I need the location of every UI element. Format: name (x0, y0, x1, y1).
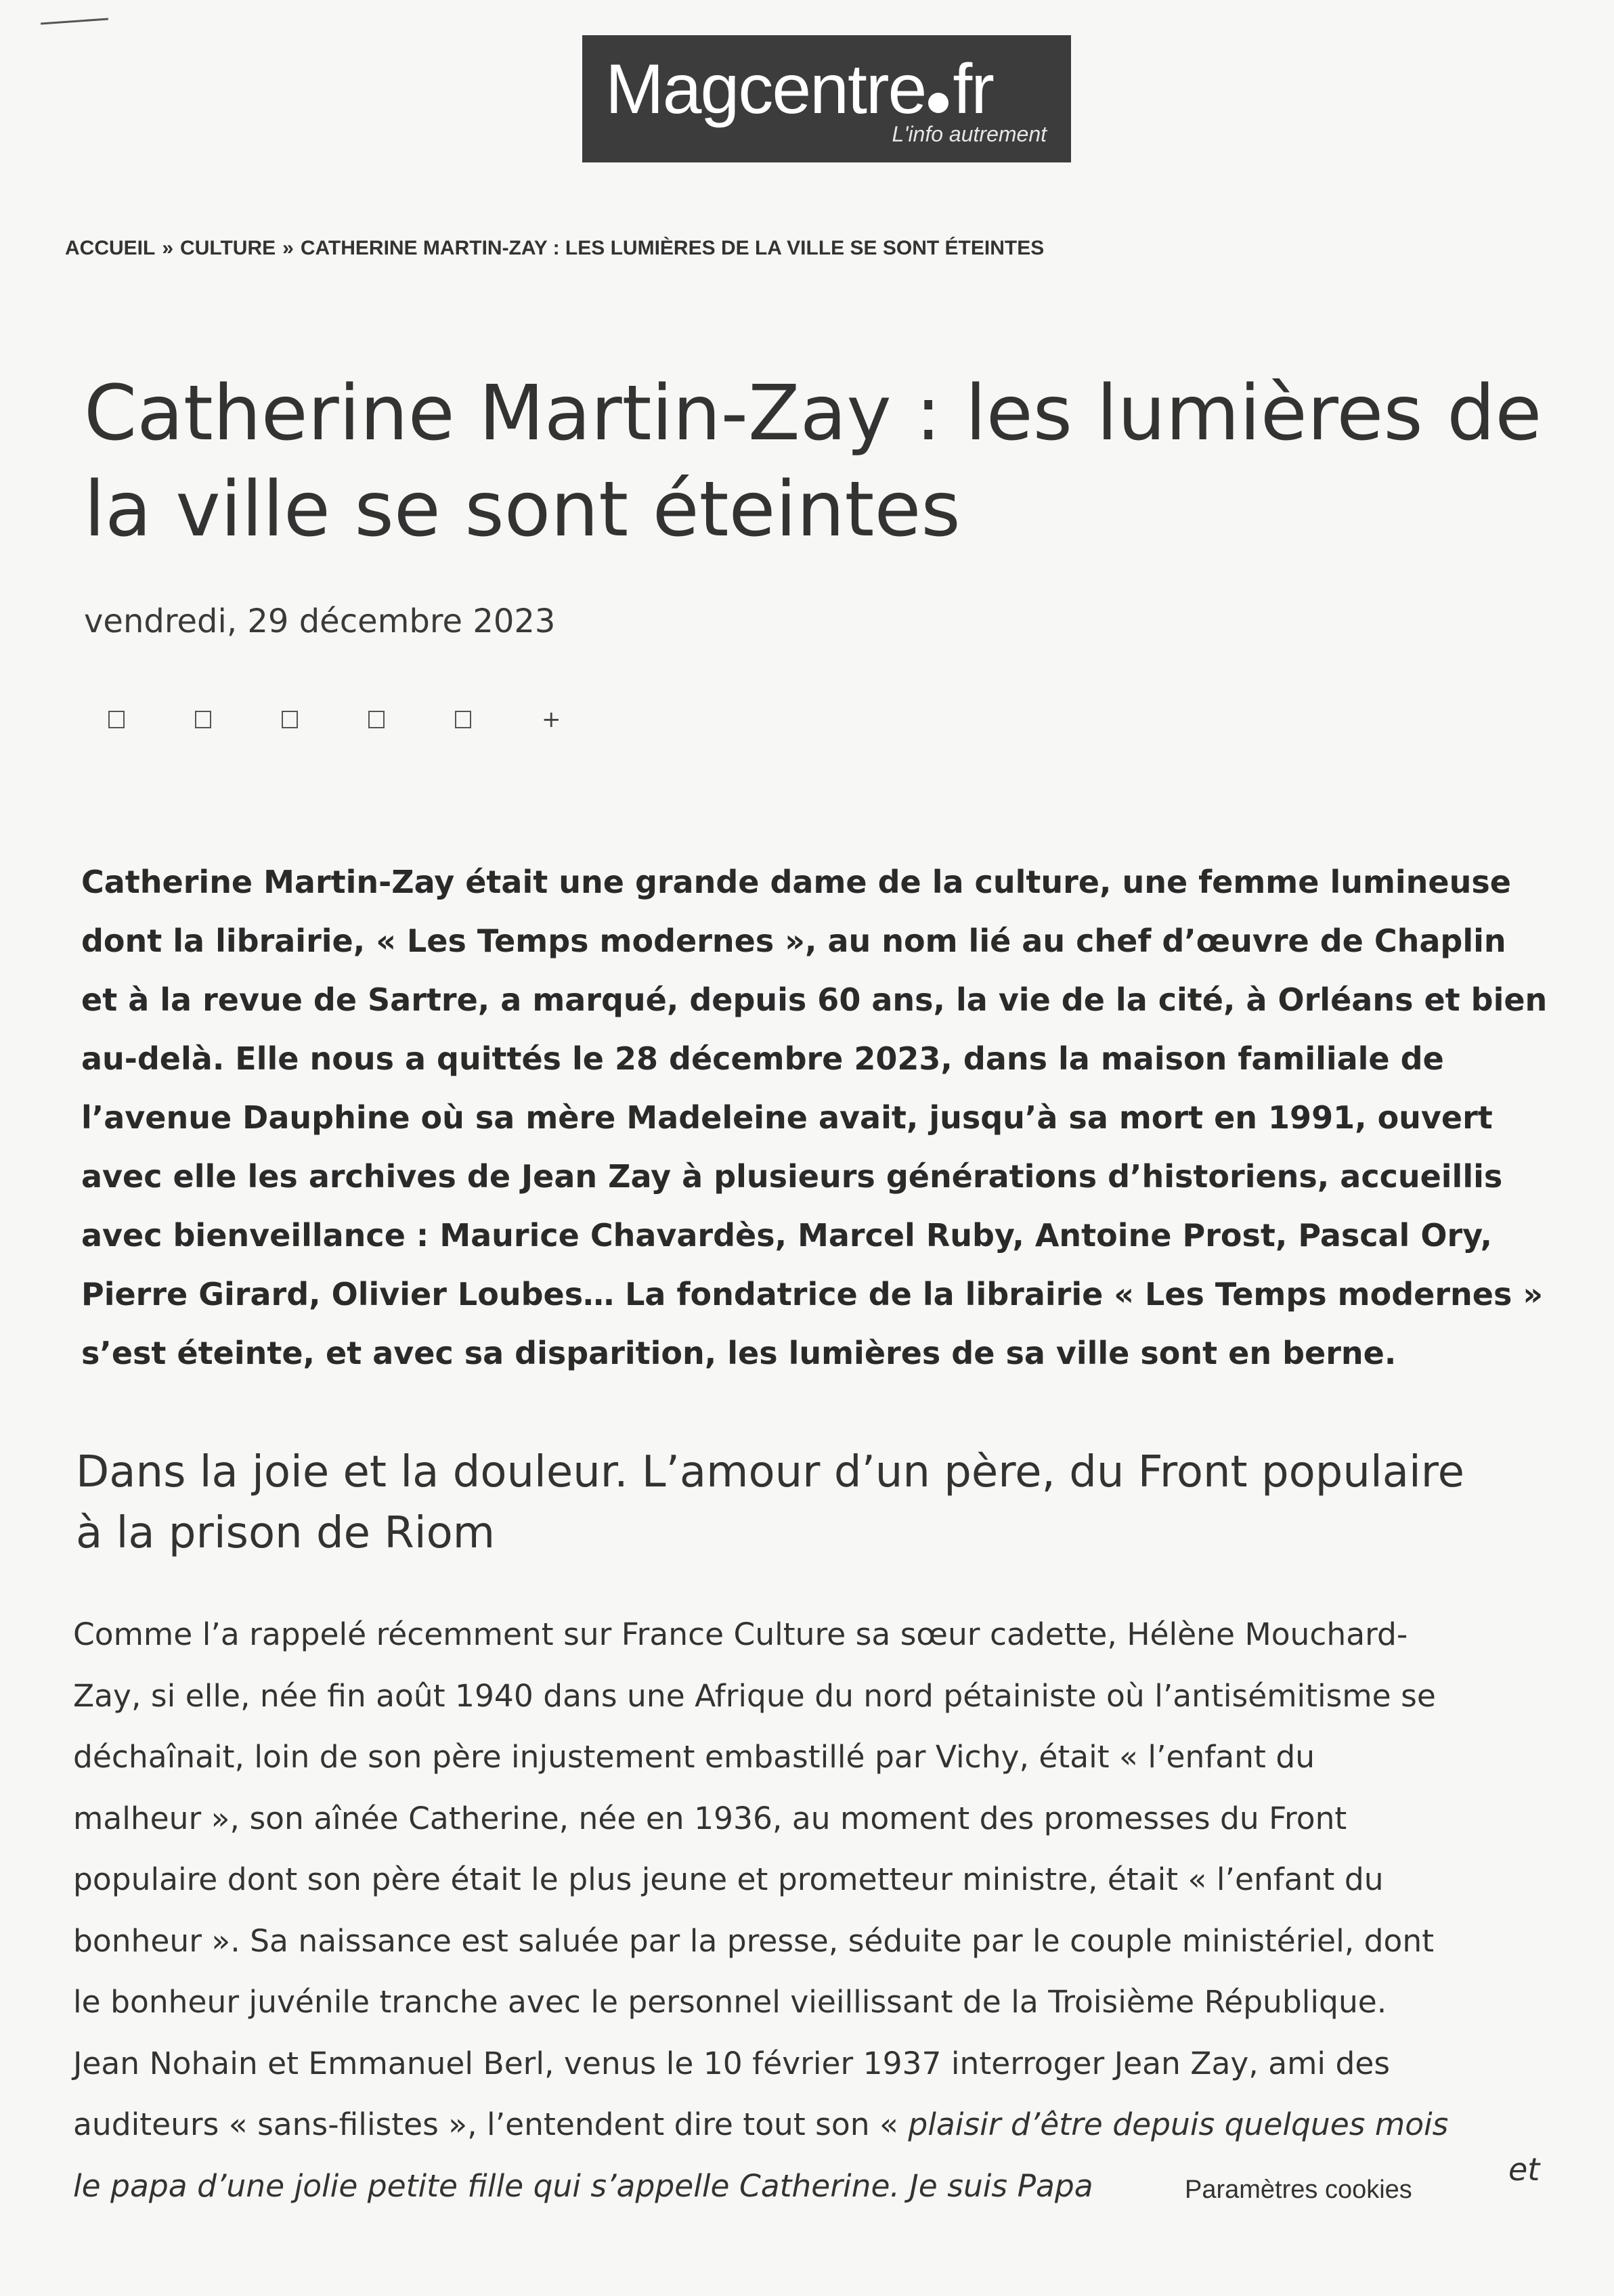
share-icon[interactable] (368, 711, 385, 728)
article-body (73, 1604, 1563, 2217)
share-icon[interactable] (455, 711, 471, 728)
body-quote: plaisir d’être depuis quelques mois le papa d’une jolie petite fille qui s’appelle Catherine. Je suis Papa (73, 2106, 1449, 2204)
breadcrumb-culture[interactable]: CULTURE (180, 237, 276, 259)
share-icon[interactable] (282, 711, 298, 728)
site-logo[interactable] (582, 35, 1071, 162)
body-trailing-text: et (1508, 2151, 1540, 2188)
article-lead: Catherine Martin-Zay était une grande dame de la culture, une femme lumineuse dont la librairie, « Les Temps modernes », au nom lié au chef d’œuvre de Chaplin et à la revue de Sartre, a marqué, depuis 60 ans, la vie de la cité, à Orléans et bien au-delà. Elle nous a quittés le 28 décembre 2023, dans la maison familiale de l’avenue Dauphine où sa mère Madeleine avait, jusqu’à sa mort en 1991, ouvert avec elle les archives de Jean Zay à plusieurs générations d’historiens, accueillis avec bienveillance : Maurice Chavardès, Marcel Ruby, Antoine Prost, Pascal Ory, Pierre Girard, Olivier Loubes… La fondatrice de la librairie « Les Temps modernes » s’est éteinte, et avec sa disparition, les lumières de sa ville sont en berne. (81, 864, 1548, 1371)
breadcrumb-home[interactable]: ACCUEIL (65, 237, 156, 259)
breadcrumb-separator: » (282, 237, 294, 259)
share-icon[interactable] (108, 711, 125, 728)
logo-tagline: L'info autrement (892, 122, 1047, 146)
breadcrumb-separator: » (162, 237, 174, 259)
body-text: Comme l’a rappelé récemment sur France Culture sa sœur cadette, Hélène Mouchard- Zay, si elle, née fin août 1940 dans une Afrique du nord pétainiste où l’antisémitisme se déchaînait, loin de son père injustement embastillé par Vichy, était « l’enfant du malheur », son aînée Catherine, née en 1936, au moment des promesses du Front populaire dont son père était le plus jeune et prometteur ministre, était « l’enfant du bonheur ». Sa naissance est saluée par la presse, séduite par le couple ministériel, dont le bonheur juvénile tranche avec le personnel vieillissant de la Troisième République. Jean Nohain et Emmanuel Berl, venus le 10 février 1937 interroger Jean Zay, ami des auditeurs « sans-filistes », l’entendent dire tout son « (73, 1616, 1436, 2142)
logo-name-left: Magcentre (605, 50, 926, 129)
logo-dot (928, 93, 948, 113)
logo-wordmark (605, 50, 993, 129)
share-more-icon[interactable]: + (542, 706, 561, 733)
logo-name-right: fr (953, 50, 993, 129)
breadcrumb-current: CATHERINE MARTIN-ZAY : LES LUMIÈRES DE LA VILLE SE SONT ÉTEINTES (300, 237, 1045, 259)
scan-mark (41, 18, 108, 25)
share-icon[interactable] (195, 711, 211, 728)
cookie-settings-button[interactable]: Paramètres cookies (1178, 2173, 1419, 2207)
page-title: Catherine Martin-Zay : les lumières de la ville se sont éteintes (84, 370, 1542, 554)
section-title: Dans la joie et la douleur. L’amour d’un père, du Front populaire à la prison de Riom (76, 1447, 1464, 1558)
breadcrumb (65, 237, 1044, 260)
share-bar (108, 708, 561, 731)
article-date: vendredi, 29 décembre 2023 (84, 602, 556, 640)
